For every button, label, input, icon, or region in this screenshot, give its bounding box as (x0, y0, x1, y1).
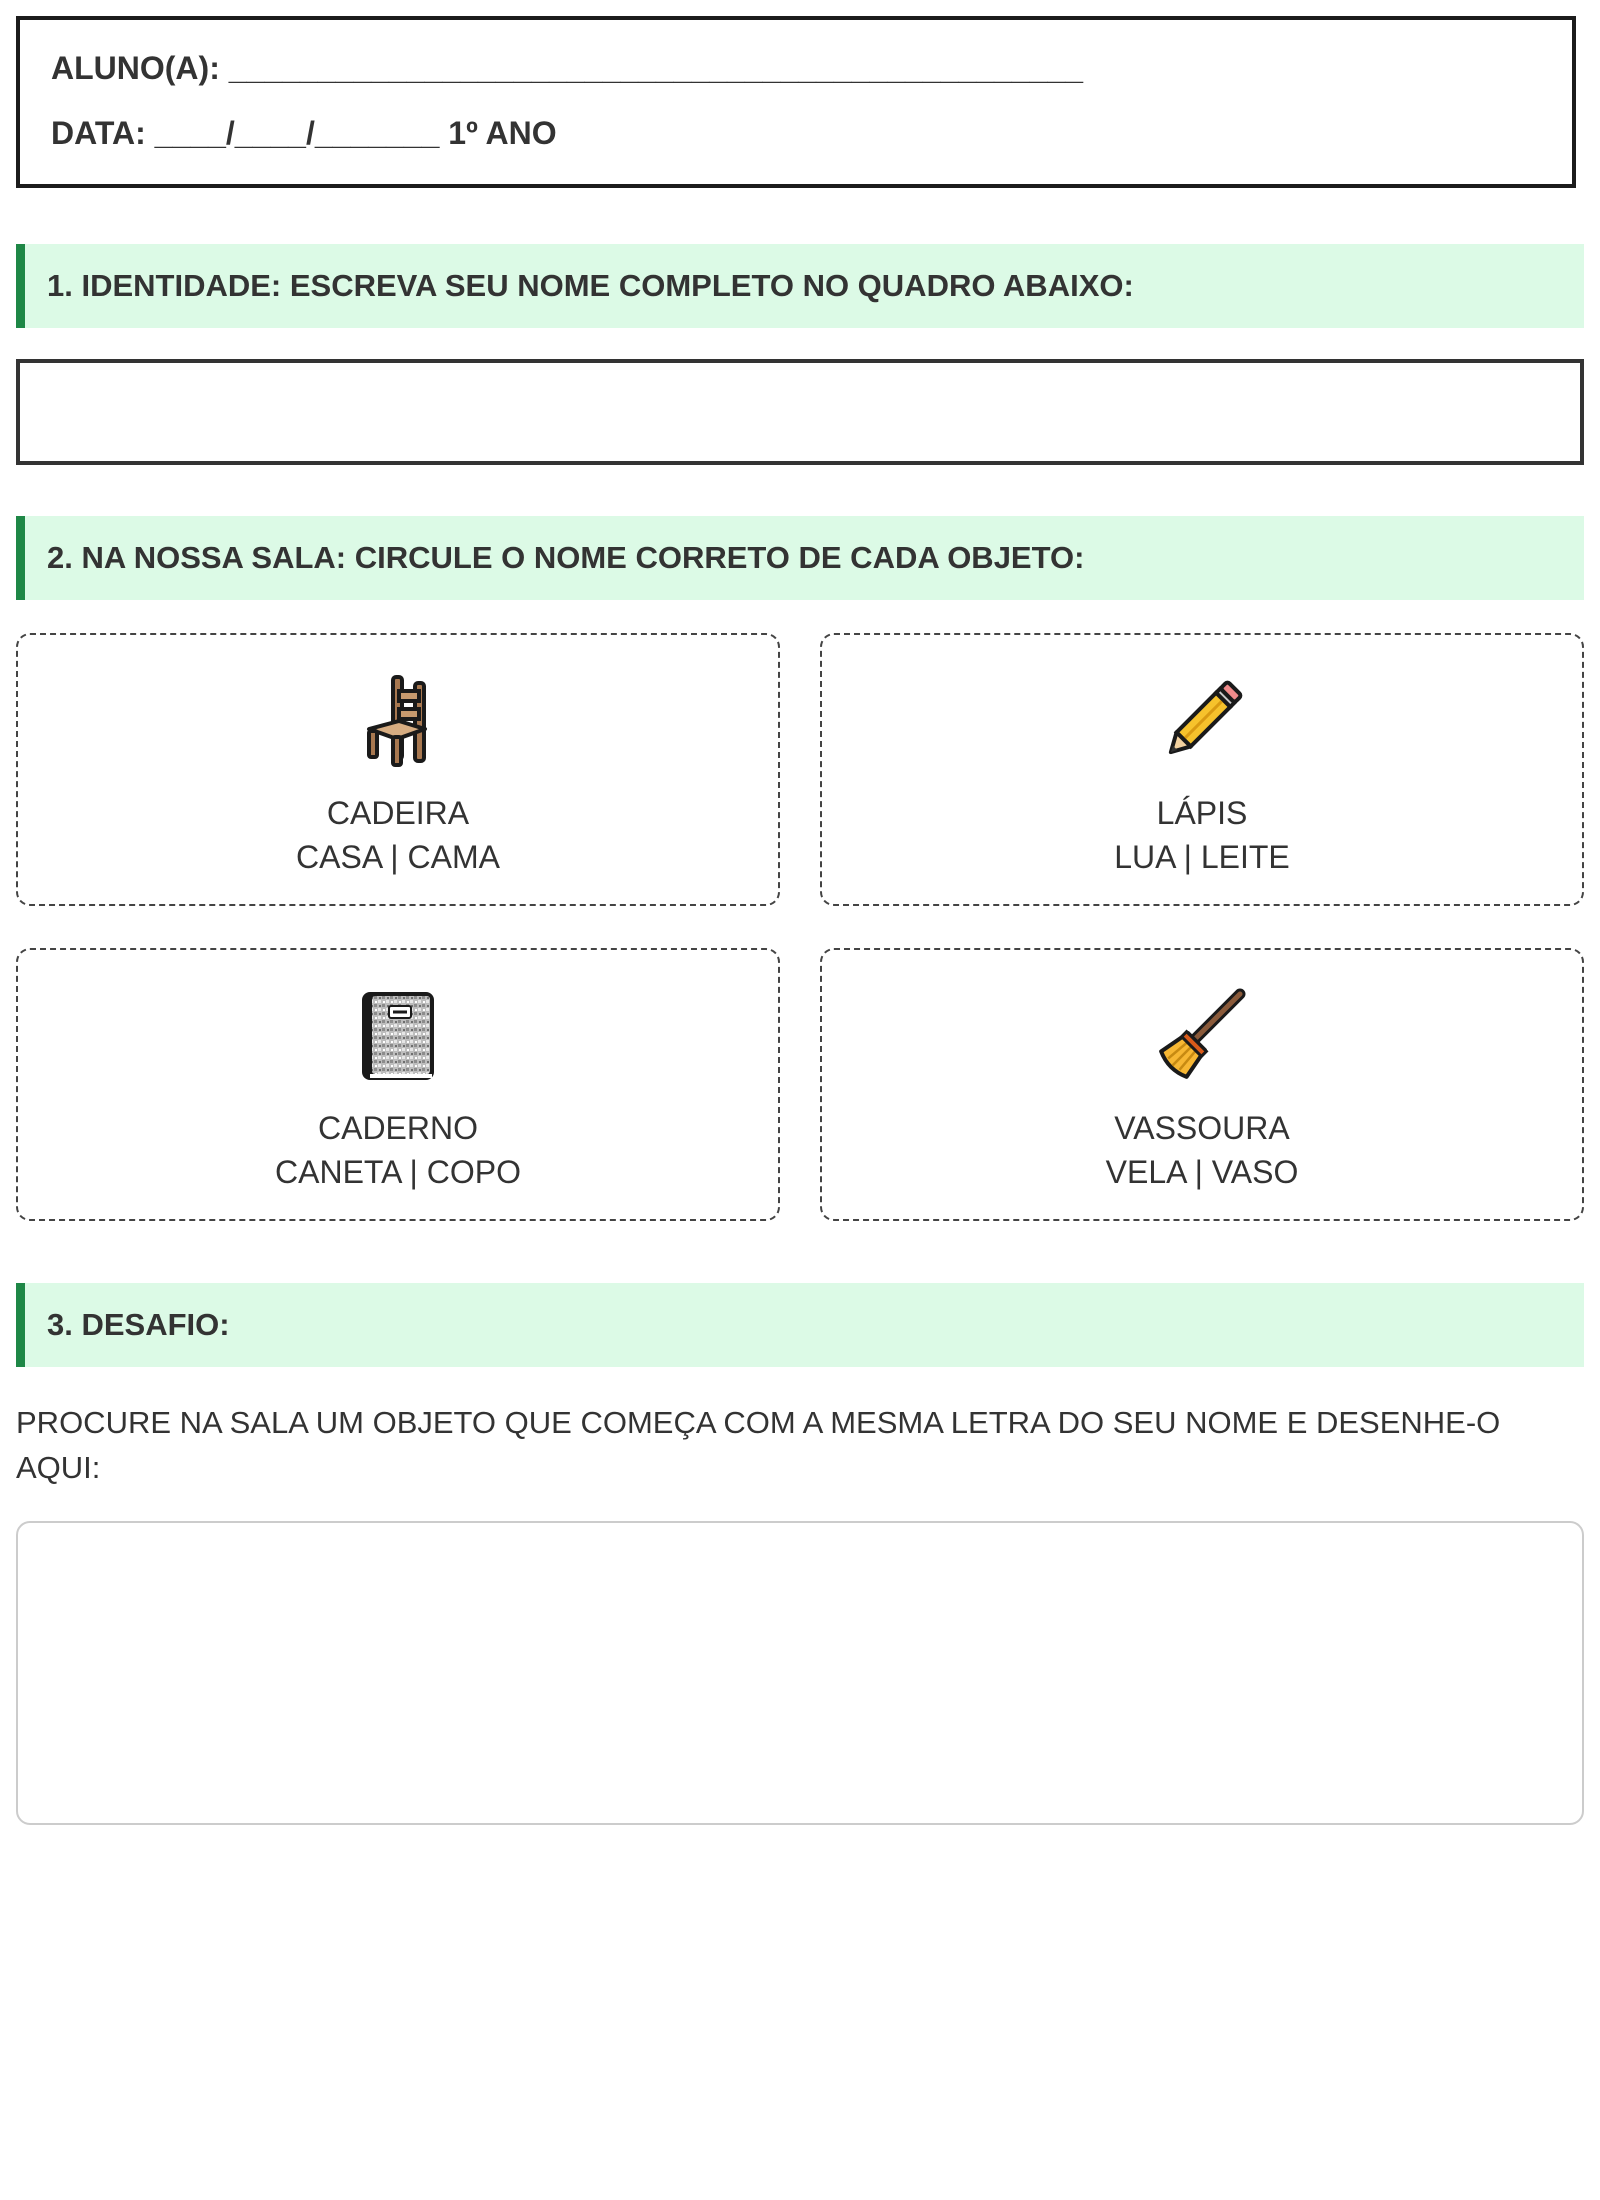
correct-word: CADEIRA (326, 795, 470, 831)
correct-word: LÁPIS (1156, 795, 1248, 831)
student-info-box (16, 16, 1576, 188)
word-options[interactable]: CANETA | COPO (275, 1154, 521, 1190)
pencil-icon (822, 671, 1582, 771)
correct-word: CADERNO (317, 1110, 478, 1146)
object-card-chair (16, 633, 780, 906)
object-card-broom (820, 948, 1584, 1221)
drawing-area[interactable] (16, 1521, 1584, 1825)
section-2-header (16, 516, 1584, 600)
section-3-title: 3. DESAFIO: (47, 1307, 230, 1342)
word-options[interactable]: VELA | VASO (1105, 1154, 1299, 1190)
grade-label: 1º ANO (448, 115, 557, 151)
section-2-title: 2. NA NOSSA SALA: CIRCULE O NOME CORRETO DE CADA OBJETO: (47, 540, 1085, 575)
correct-word: VASSOURA (1114, 1110, 1290, 1146)
date-grade-line (51, 115, 557, 152)
object-card-pencil (820, 633, 1584, 906)
word-options[interactable]: CASA | CAMA (296, 839, 500, 875)
student-name-line[interactable]: ALUNO(A): ________________________________________________ (51, 50, 1083, 86)
chair-icon (18, 671, 778, 771)
broom-icon (822, 986, 1582, 1086)
object-card-notebook (16, 948, 780, 1221)
date-field[interactable]: DATA: ____/____/_______ (51, 115, 440, 151)
section-1-title: 1. IDENTIDADE: ESCREVA SEU NOME COMPLETO NO QUADRO ABAIXO: (47, 268, 1134, 303)
challenge-instruction: PROCURE NA SALA UM OBJETO QUE COMEÇA COM A MESMA LETRA DO SEU NOME E DESENHE-O AQUI: (16, 1405, 1501, 1485)
section-1-header (16, 244, 1584, 328)
word-options[interactable]: LUA | LEITE (1114, 839, 1290, 875)
full-name-box[interactable] (16, 359, 1584, 465)
section-3-header (16, 1283, 1584, 1367)
notebook-icon (18, 986, 778, 1086)
